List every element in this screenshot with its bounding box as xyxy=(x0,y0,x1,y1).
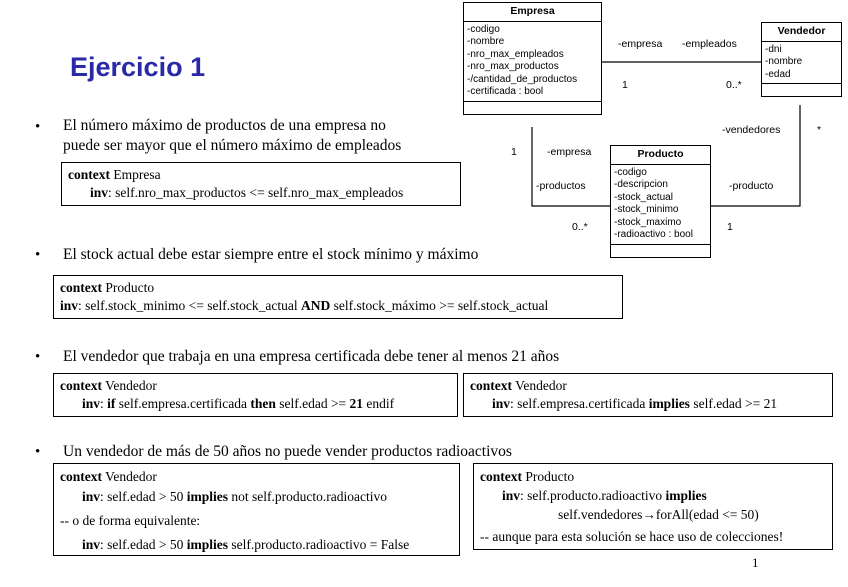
attribute: -codigo xyxy=(467,23,500,35)
uml-class-producto xyxy=(610,145,711,258)
class-operations xyxy=(611,245,710,257)
role-label: -producto xyxy=(729,180,774,192)
multiplicity-label: 0..* xyxy=(572,221,588,233)
multiplicity-label: * xyxy=(817,124,822,136)
ocl-box-rule-3a: context Vendedor inv: if self.empresa.certificada then self.edad >= 21 endif xyxy=(53,373,458,417)
rule-1-line-2: puede ser mayor que el número máximo de empleados xyxy=(63,137,402,154)
attribute: -nombre xyxy=(765,56,803,67)
attribute: -nro_max_productos xyxy=(467,61,559,72)
role-label: -vendedores xyxy=(722,124,781,136)
attribute: -dni xyxy=(765,43,782,55)
page-number: 1 xyxy=(752,555,759,570)
attribute: -certificada : bool xyxy=(467,86,544,97)
uml-class-vendedor xyxy=(761,22,842,97)
ocl-box-rule-4b: context Producto inv: self.producto.radioactivo implies self.vendedores→forAll(edad <= 50) -- aunque para esta solución se hace uso de colecciones! xyxy=(473,463,833,550)
rule-4-text: Un vendedor de más de 50 años no puede vender productos radioactivos xyxy=(63,443,512,460)
attribute: -stock_maximo xyxy=(614,216,682,228)
attribute: -radioactivo : bool xyxy=(614,229,693,240)
rule-3-text: El vendedor que trabaja en una empresa certificada debe tener al menos 21 años xyxy=(63,348,560,365)
class-attributes xyxy=(611,165,710,245)
role-label: -productos xyxy=(536,180,586,192)
page-title: Ejercicio 1 xyxy=(70,52,206,82)
class-name: Producto xyxy=(611,146,710,165)
multiplicity-label: 1 xyxy=(511,146,517,158)
ocl-box-rule-4a: context Vendedor inv: self.edad > 50 implies not self.producto.radioactivo -- o de forma equivalente: inv: self.edad > 50 implies self.producto.radioactivo = False xyxy=(53,463,460,556)
class-operations xyxy=(762,84,841,96)
role-label: -empresa xyxy=(618,38,663,50)
assoc-empresa-producto xyxy=(532,127,610,206)
class-attributes xyxy=(762,42,841,85)
bullet: • xyxy=(35,444,41,460)
attribute: -edad xyxy=(765,68,791,80)
attribute: -codigo xyxy=(614,166,647,178)
ocl-comment: -- o de forma equivalente: xyxy=(60,513,201,528)
attribute: -nro_max_empleados xyxy=(467,48,564,60)
bullet: • xyxy=(35,247,41,263)
ocl-comment: -- aunque para esta solución se hace uso de colecciones! xyxy=(480,529,784,544)
role-label: -empleados xyxy=(682,38,737,50)
rule-2-text: El stock actual debe estar siempre entre el stock mínimo y máximo xyxy=(63,246,479,263)
bullet: • xyxy=(35,119,41,135)
rule-1-line-1: El número máximo de productos de una empresa no xyxy=(63,117,386,134)
multiplicity-label: 1 xyxy=(622,79,628,91)
multiplicity-label: 1 xyxy=(727,221,733,233)
ocl-box-rule-2: context Producto inv: self.stock_minimo <= self.stock_actual AND self.stock_máximo >= self.stock_actual xyxy=(53,275,623,319)
class-name: Empresa xyxy=(464,3,601,22)
rule-1-text xyxy=(63,116,401,156)
class-attributes xyxy=(464,22,601,102)
ocl-box-rule-3b: context Vendedor inv: self.empresa.certificada implies self.edad >= 21 xyxy=(463,373,833,417)
attribute: -stock_actual xyxy=(614,191,673,203)
ocl-line: self.vendedores→forAll(edad <= 50) xyxy=(558,507,759,522)
bullet: • xyxy=(35,349,41,365)
attribute: -nombre xyxy=(467,36,505,47)
attribute: -stock_minimo xyxy=(614,204,679,215)
class-name: Vendedor xyxy=(762,23,841,42)
class-operations xyxy=(464,102,601,114)
role-label: -empresa xyxy=(547,146,592,158)
uml-class-empresa xyxy=(463,2,602,115)
attribute: -descripcion xyxy=(614,179,668,190)
ocl-box-rule-1: context Empresa inv: self.nro_max_productos <= self.nro_max_empleados xyxy=(61,162,461,206)
attribute: -/cantidad_de_productos xyxy=(467,73,578,85)
multiplicity-label: 0..* xyxy=(726,79,742,91)
